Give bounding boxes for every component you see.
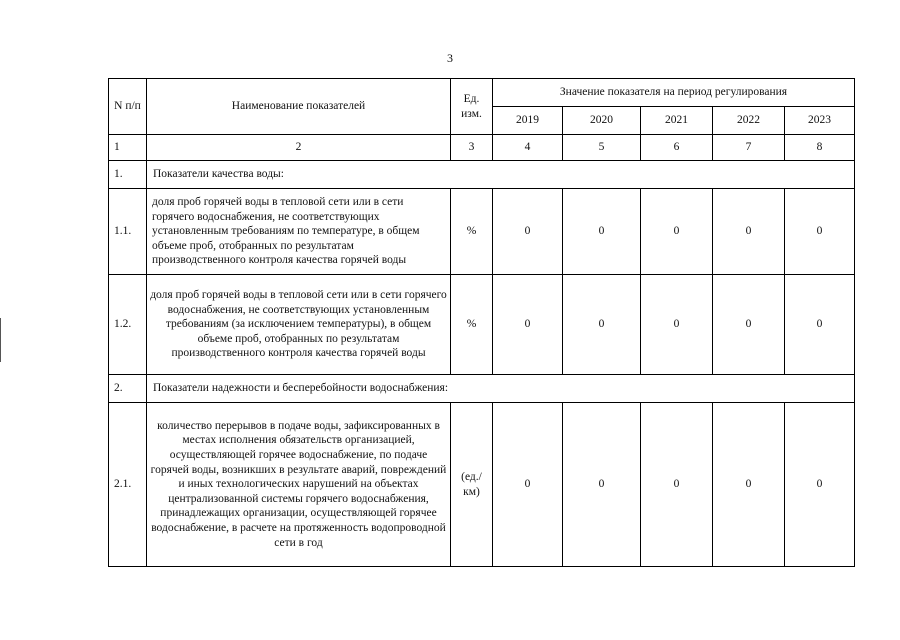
header-unit: Ед. изм. (451, 79, 493, 135)
section-title: Показатели качества воды: (147, 161, 855, 189)
index-cell: 7 (713, 135, 785, 161)
section-title: Показатели надежности и бесперебойности водоснабжения: (147, 375, 855, 403)
table-row (109, 189, 855, 275)
value-cell: 0 (713, 275, 785, 375)
index-cell: 6 (641, 135, 713, 161)
index-cell: 2 (147, 135, 451, 161)
header-year: 2022 (713, 107, 785, 135)
row-number: 2.1. (109, 403, 147, 567)
index-cell: 4 (493, 135, 563, 161)
header-year: 2019 (493, 107, 563, 135)
unit-cell: % (451, 189, 493, 275)
header-year: 2020 (563, 107, 641, 135)
value-cell: 0 (493, 403, 563, 567)
value-cell: 0 (641, 403, 713, 567)
header-row-top (109, 79, 855, 107)
table-row (109, 275, 855, 375)
value-cell: 0 (493, 275, 563, 375)
header-year: 2023 (785, 107, 855, 135)
value-cell: 0 (563, 275, 641, 375)
indicator-name: количество перерывов в подаче воды, зафиксированных в местах исполнения обязательств организацией, осуществляющей горячее водоснабжение, по подаче горячей воды, возникших в результате аварий, повреждений и иных технологических нарушений на объектах централизованной системы горячего водоснабжения, принадлежащих организации, осуществляющей горячее водоснабжение, в расчете на протяженность водопроводной сети в год (147, 403, 451, 567)
row-number: 1.2. (109, 275, 147, 375)
indicators-table (108, 78, 855, 567)
index-cell: 1 (109, 135, 147, 161)
section-number: 1. (109, 161, 147, 189)
index-cell: 3 (451, 135, 493, 161)
value-cell: 0 (641, 189, 713, 275)
index-cell: 5 (563, 135, 641, 161)
row-number: 1.1. (109, 189, 147, 275)
scan-edge-mark (0, 318, 1, 362)
table-row (109, 403, 855, 567)
indicator-name: доля проб горячей воды в тепловой сети или в сети горячего водоснабжения, не соответствующих установленным требованиям по температуре, в общем объеме проб, отобранных по результатам производственного контроля качества горячей воды (147, 189, 451, 275)
header-value-group: Значение показателя на период регулирования (493, 79, 855, 107)
section-row-quality (109, 161, 855, 189)
unit-cell: (ед./км) (451, 403, 493, 567)
value-cell: 0 (563, 403, 641, 567)
value-cell: 0 (785, 189, 855, 275)
value-cell: 0 (641, 275, 713, 375)
value-cell: 0 (713, 403, 785, 567)
value-cell: 0 (785, 403, 855, 567)
header-year: 2021 (641, 107, 713, 135)
header-name: Наименование показателей (147, 79, 451, 135)
unit-cell: % (451, 275, 493, 375)
page-number: 3 (447, 51, 453, 65)
value-cell: 0 (563, 189, 641, 275)
indicator-name: доля проб горячей воды в тепловой сети или в сети горячего водоснабжения, не соответствующих установленным требованиям (за исключением температуры), в общем объеме проб, отобранных по результатам производственного контроля качества горячей воды (147, 275, 451, 375)
value-cell: 0 (785, 275, 855, 375)
section-number: 2. (109, 375, 147, 403)
index-row (109, 135, 855, 161)
section-row-reliability (109, 375, 855, 403)
index-cell: 8 (785, 135, 855, 161)
header-num: N п/п (109, 79, 147, 135)
value-cell: 0 (493, 189, 563, 275)
value-cell: 0 (713, 189, 785, 275)
